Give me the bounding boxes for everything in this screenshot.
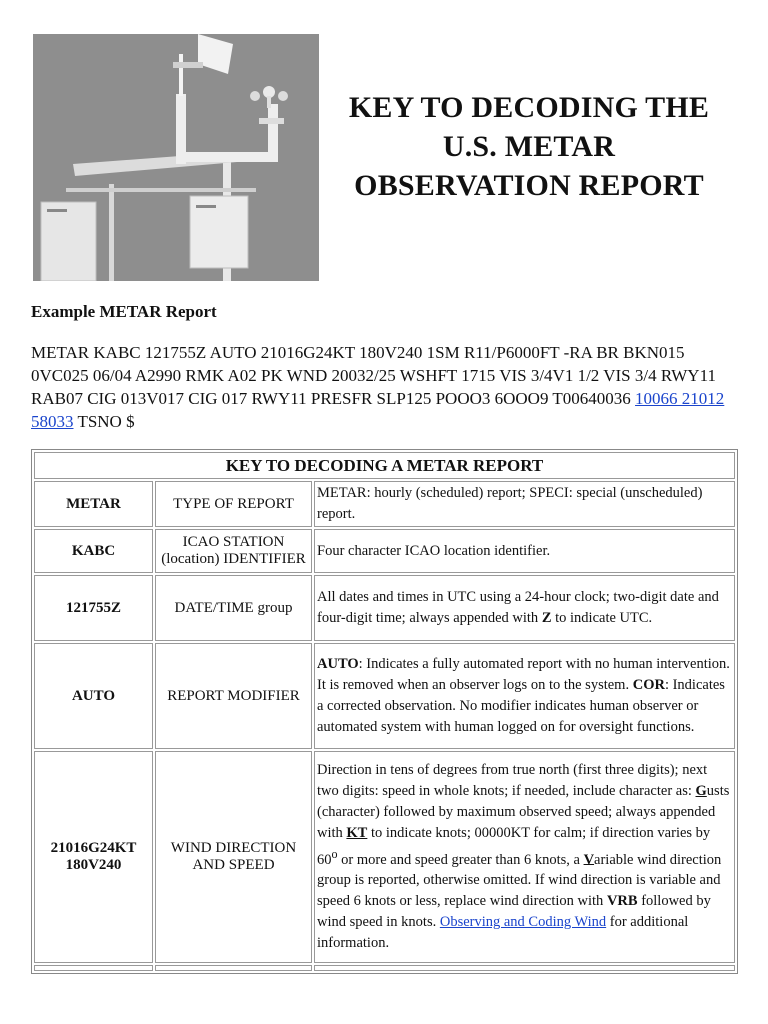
type-cell <box>155 965 312 971</box>
desc-bold: COR <box>632 677 665 693</box>
code-cell: METAR <box>34 481 153 527</box>
table-row <box>34 529 735 573</box>
desc-cell <box>314 965 735 971</box>
desc-bold: AUTO <box>317 656 359 672</box>
table-row <box>34 643 735 749</box>
desc-text: All dates and times in UTC using a 24-hour clock; two-digit date and four-digit time; always appended with <box>317 589 719 626</box>
title-line-1: KEY TO DECODING THE <box>348 91 710 124</box>
table-caption-row <box>34 452 735 479</box>
example-metar-body: METAR KABC 121755Z AUTO 21016G24KT 180V240 1SM R11/P6000FT -RA BR BKN015 0VC025 06/04 A2990 RMK A02 PK WND 20032/25 WSHFT 1715 VIS 3/4V1 1/2 VIS 3/4 RWY11 RAB07 CIG 013V017 CIG 017 RWY11 PRESFR SLP125 POOO3 6OOO9 T00640036 <box>31 343 716 408</box>
code-cell: 121755Z <box>34 575 153 641</box>
example-heading: Example METAR Report <box>31 302 217 321</box>
desc-text: to indicate knots; 00000KT for calm; if direction varies by 60 <box>317 824 711 868</box>
code-line-2: 180V240 <box>65 857 122 873</box>
desc-underline: KT <box>346 824 368 841</box>
desc-bold: Z <box>541 610 552 626</box>
type-cell: TYPE OF REPORT <box>155 481 312 527</box>
example-metar-tail: TSNO $ <box>73 412 135 431</box>
desc-text: : Indicates a fully automated report with no human intervention. It is removed when an observer logs on to the system. <box>317 656 730 693</box>
example-metar-link[interactable]: 10066 21012 58033 <box>31 389 725 431</box>
desc-text: or more and speed greater than 6 knots, a <box>337 851 584 868</box>
table-caption: KEY TO DECODING A METAR REPORT <box>34 452 735 479</box>
desc-text: usts (character) followed by maximum observed speed; always appended with <box>317 782 730 841</box>
desc-cell <box>314 643 735 749</box>
desc-cell <box>314 751 735 963</box>
desc-underline: V <box>583 851 595 868</box>
table-row-partial <box>34 965 735 971</box>
metar-key-table <box>31 449 738 974</box>
desc-cell: METAR: hourly (scheduled) report; SPECI: special (unscheduled) report. <box>314 481 735 527</box>
desc-text: Direction in tens of degrees from true north (first three digits); next two digits: speed in whole knots; if needed, include character as: <box>317 761 708 799</box>
desc-text: : Indicates a corrected observation. No modifier indicates human observer or automated system with human logged on for oversight functions. <box>317 677 725 735</box>
code-cell <box>34 965 153 971</box>
desc-text: ariable wind direction group is reported, otherwise omitted. If wind direction is variable and speed 6 knots or less, replace wind direction with <box>317 851 722 910</box>
table-row <box>34 575 735 641</box>
title-line-2: U.S. METAR <box>442 130 616 163</box>
example-metar-text <box>31 341 743 433</box>
desc-text: to indicate UTC. <box>551 610 653 626</box>
table-row <box>34 481 735 527</box>
desc-cell <box>314 575 735 641</box>
type-cell: REPORT MODIFIER <box>155 643 312 749</box>
desc-bold: VRB <box>606 893 638 910</box>
page-title <box>333 88 725 205</box>
table-row <box>34 751 735 963</box>
degree-sign: o <box>331 846 338 861</box>
type-cell: WIND DIRECTION AND SPEED <box>155 751 312 963</box>
title-line-3: OBSERVATION REPORT <box>354 169 704 202</box>
metar-key-table-wrap <box>31 449 738 974</box>
type-cell: DATE/TIME group <box>155 575 312 641</box>
wind-link[interactable]: Observing and Coding Wind <box>439 914 607 931</box>
code-cell: KABC <box>34 529 153 573</box>
desc-text: followed by wind speed in knots. <box>317 893 711 931</box>
desc-cell: Four character ICAO location identifier. <box>314 529 735 573</box>
type-cell: ICAO STATION (location) IDENTIFIER <box>155 529 312 573</box>
desc-underline: G <box>695 782 707 799</box>
desc-text: for additional information. <box>317 914 689 952</box>
code-cell: AUTO <box>34 643 153 749</box>
code-line-1: 21016G24KT <box>50 840 137 856</box>
weather-station-photo <box>33 34 319 281</box>
code-cell <box>34 751 153 963</box>
